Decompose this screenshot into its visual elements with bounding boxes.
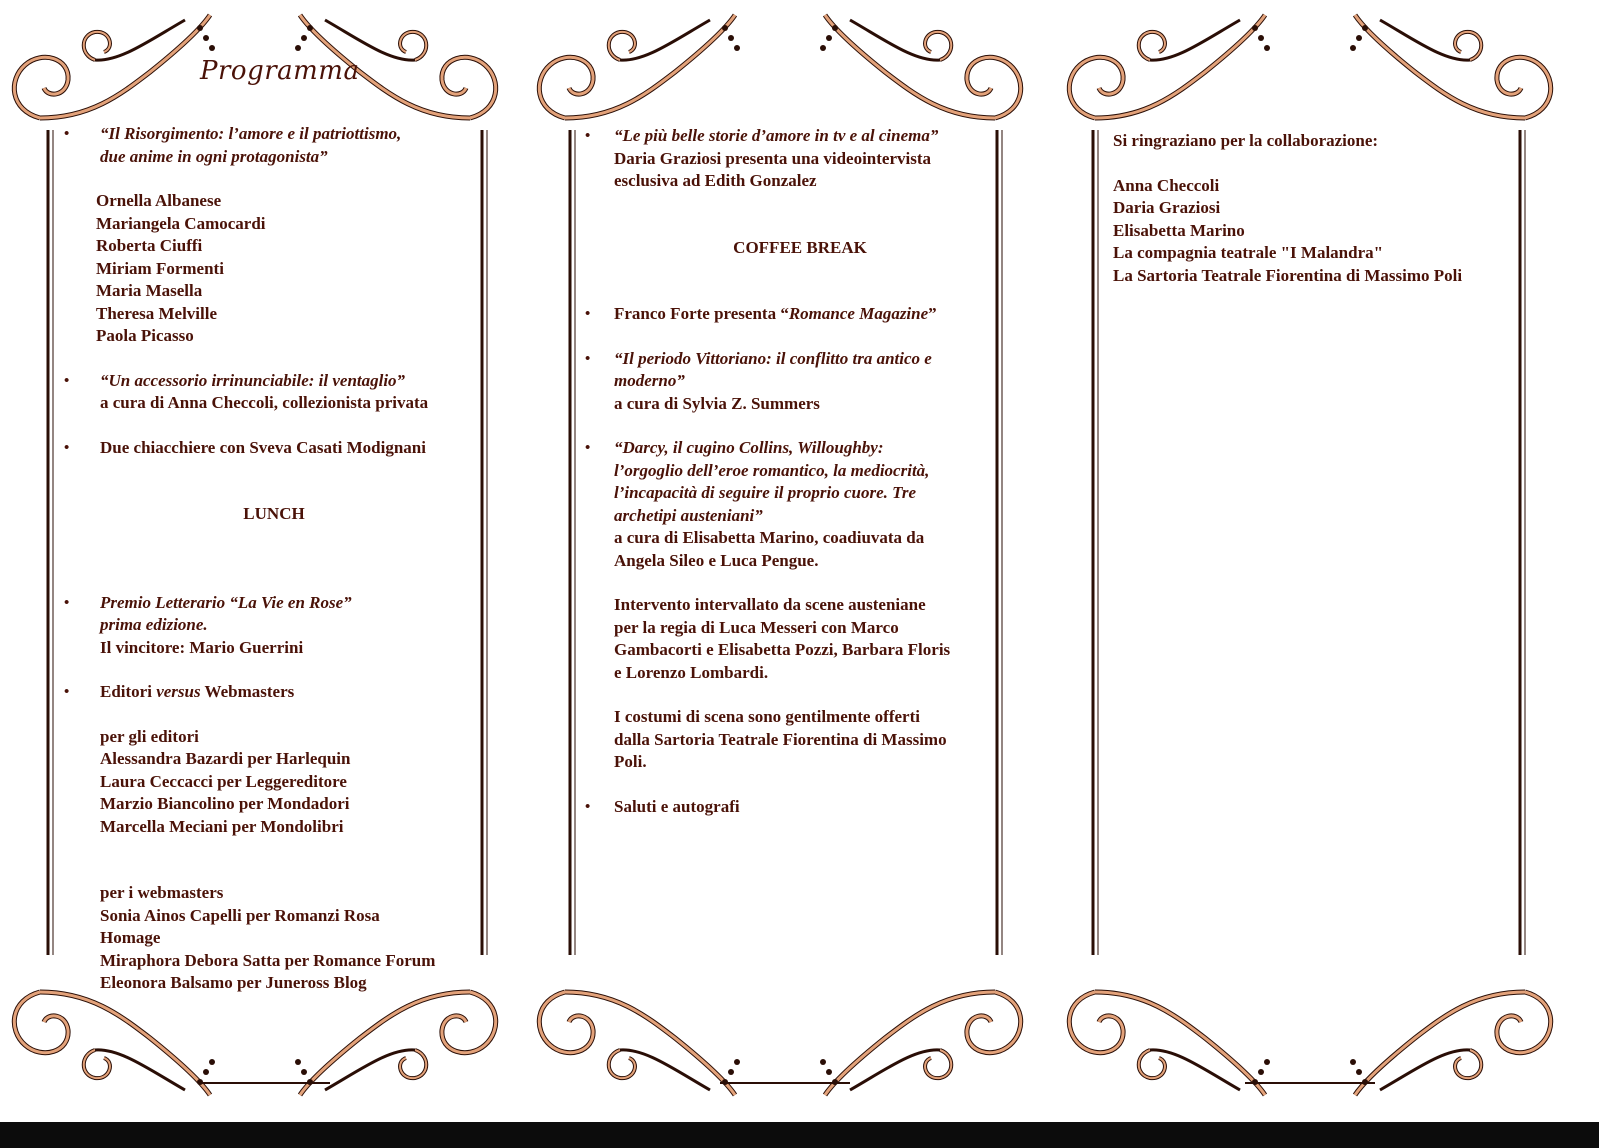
panel-programma [0,0,520,1115]
note-line: I costumi di scena sono gentilmente offerti [614,707,920,726]
webmasters-list [64,882,484,995]
award-winner: Il vincitore: Mario Guerrini [100,637,304,657]
webmaster: Sonia Ainos Capelli per Romanzi Rosa [100,905,380,925]
talk-title: l’incapacità di seguire il proprio cuore. Tre [614,483,917,502]
talk-title-part: versus [156,682,201,701]
list-item [585,348,995,416]
talk-title: archetipi austeniani” [614,505,763,525]
talk-title: • Saluti e autografi [614,796,740,816]
talk-title-part: Editori [100,682,157,701]
thanks-item: Daria Graziosi [1113,198,1221,217]
talk-title: • Due chiacchiere con Sveva Casati Modignani [100,437,426,457]
speaker: Paola Picasso [96,326,194,345]
editor: Alessandra Bazardi per Harlequin [100,749,351,768]
talk-title-part: Webmasters [200,682,295,701]
list-item [64,370,484,415]
note-line: Intervento intervallato da scene austeniane [614,595,926,614]
panel-programma-continued [525,0,1045,1115]
scan-edge-bar [0,1122,1599,1148]
list-item [64,592,484,660]
speaker: Roberta Ciuffi [96,236,203,255]
webmaster: Eleonora Balsamo per Juneross Blog [100,973,367,992]
webmaster: Miraphora Debora Satta per Romance Forum [100,950,436,970]
editor: Marzio Biancolino per Mondadori [100,794,350,813]
talk-title-part: ” [928,304,937,323]
speaker: Ornella Albanese [96,191,222,210]
talk-host: Angela Sileo e Luca Pengue. [614,550,819,570]
talk-title: moderno” [614,371,685,390]
note-line: Gambacorti e Elisabetta Pozzi, Barbara Floris [614,640,951,659]
panel-ringraziamenti [1055,0,1575,1115]
thanks-item: La Sartoria Teatrale Fiorentina di Massimo Poli [1113,265,1463,285]
note-line: dalla Sartoria Teatrale Fiorentina di Massimo [614,729,947,749]
program-list [585,125,995,818]
break-label: LUNCH [243,504,305,523]
speaker: Theresa Melville [96,303,218,323]
list-item [585,437,995,572]
talk-title [100,681,484,704]
note-line: per la regia di Luca Messeri con Marco [614,617,899,637]
program-list [64,123,484,995]
note-paragraph [585,706,995,774]
award-title: • Premio Letterario “La Vie en Rose” [100,592,352,612]
talk-title: • “Un accessorio irrinunciabile: il ventaglio” [100,370,406,390]
editor: Laura Ceccacci per Leggereditore [100,771,347,791]
note-line: e Lorenzo Lombardi. [614,662,769,682]
list-item [585,303,995,326]
page-title: Programma [200,56,360,86]
speaker: Mariangela Camocardi [96,213,266,233]
thanks-item: Anna Checcoli [1113,175,1220,195]
talk-host: a cura di Elisabetta Marino, coadiuvata da [614,528,925,547]
talk-title: • “Darcy, il cugino Collins, Willoughby: [614,438,884,457]
talk-title: due anime in ogni protagonista” [100,146,328,166]
list-item [585,796,995,819]
talk-title-part: Romance Magazine [788,304,929,323]
group-heading: per i webmasters [100,883,224,902]
editor: Marcella Meciani per Mondolibri [100,816,344,836]
editors-list [64,726,484,839]
thanks-heading: Si ringraziano per la collaborazione: [1113,131,1379,150]
talk-title: • “Il periodo Vittoriano: il conflitto tra antico e [614,348,932,368]
list-item [64,123,484,168]
list-item [585,125,995,193]
list-item [64,437,484,460]
talk-host: a cura di Sylvia Z. Summers [614,393,820,413]
talk-title: l’orgoglio dell’eroe romantico, la mediocrità, [614,460,930,480]
speaker: Maria Masella [96,281,203,300]
talk-title [614,303,995,326]
group-heading: per gli editori [100,726,199,746]
thanks-item: Elisabetta Marino [1113,220,1245,240]
break-label: COFFEE BREAK [733,237,867,257]
note-paragraph [585,594,995,684]
thanks-section [1113,130,1553,287]
speaker-list [64,190,484,348]
speaker: Miriam Formenti [96,258,224,278]
list-item [64,681,484,704]
award-edition: prima edizione. [100,615,208,634]
thanks-item: La compagnia teatrale "I Malandra" [1113,243,1384,262]
note-line: Poli. [614,752,647,771]
talk-host: esclusiva ad Edith Gonzalez [614,171,817,190]
talk-host: Daria Graziosi presenta una videointervista [614,148,931,168]
talk-title: • “Le più belle storie d’amore in tv e al cinema” [614,126,939,145]
talk-host: a cura di Anna Checcoli, collezionista privata [100,393,429,412]
talk-title: • “Il Risorgimento: l’amore e il patriottismo, [100,124,402,143]
talk-title-part: Franco Forte presenta “ [614,304,789,323]
webmaster: Homage [100,928,161,947]
